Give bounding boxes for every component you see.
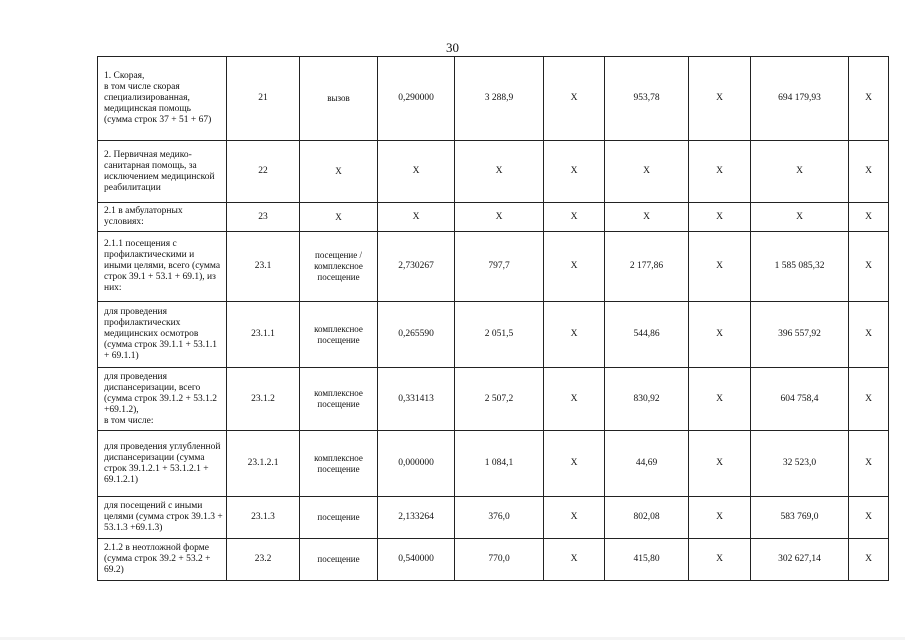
- unit-cell: вызов: [300, 57, 378, 141]
- table-row: [98, 368, 889, 431]
- cost-cell: 2 051,5: [455, 302, 544, 368]
- cost-cell: 770,0: [455, 539, 544, 581]
- value-cell: 583 769,0: [751, 497, 849, 539]
- value-cell: 830,92: [605, 368, 689, 431]
- value-cell: X: [849, 497, 889, 539]
- norm-cell: 0,331413: [378, 368, 455, 431]
- cost-cell: X: [455, 203, 544, 232]
- value-cell: 32 523,0: [751, 431, 849, 497]
- unit-cell: посещение: [300, 539, 378, 581]
- line-number-cell: 23.1: [227, 232, 300, 302]
- table-row: [98, 497, 889, 539]
- value-cell: X: [689, 232, 751, 302]
- row-name-cell: для проведения диспансеризации, всего (сумма строк 39.1.2 + 53.1.2 +69.1.2), в том числе:: [98, 368, 227, 431]
- value-cell: X: [689, 203, 751, 232]
- norm-cell: 0,000000: [378, 431, 455, 497]
- value-cell: X: [605, 141, 689, 203]
- line-number-cell: 23.1.2.1: [227, 431, 300, 497]
- value-cell: X: [849, 203, 889, 232]
- value-cell: X: [605, 203, 689, 232]
- value-cell: X: [689, 141, 751, 203]
- unit-cell: X: [300, 141, 378, 203]
- norms-table: [97, 56, 889, 581]
- value-cell: X: [544, 203, 605, 232]
- value-cell: X: [849, 57, 889, 141]
- value-cell: X: [849, 539, 889, 581]
- line-number-cell: 23.1.1: [227, 302, 300, 368]
- line-number-cell: 22: [227, 141, 300, 203]
- line-number-cell: 23.2: [227, 539, 300, 581]
- value-cell: 1 585 085,32: [751, 232, 849, 302]
- norm-cell: X: [378, 141, 455, 203]
- value-cell: X: [544, 368, 605, 431]
- cost-cell: X: [455, 141, 544, 203]
- norm-cell: 0,290000: [378, 57, 455, 141]
- value-cell: X: [751, 203, 849, 232]
- cost-cell: 1 084,1: [455, 431, 544, 497]
- value-cell: X: [544, 497, 605, 539]
- line-number-cell: 23: [227, 203, 300, 232]
- value-cell: 44,69: [605, 431, 689, 497]
- unit-cell: комплексное посещение: [300, 302, 378, 368]
- value-cell: 953,78: [605, 57, 689, 141]
- norm-cell: 0,265590: [378, 302, 455, 368]
- table-row: [98, 141, 889, 203]
- value-cell: 604 758,4: [751, 368, 849, 431]
- value-cell: X: [849, 302, 889, 368]
- unit-cell: X: [300, 203, 378, 232]
- value-cell: 415,80: [605, 539, 689, 581]
- table-row: [98, 302, 889, 368]
- value-cell: X: [544, 57, 605, 141]
- norm-cell: 2,730267: [378, 232, 455, 302]
- row-name-cell: 1. Скорая, в том числе скорая специализированная, медицинская помощь (сумма строк 37 + 51 + 67): [98, 57, 227, 141]
- unit-cell: комплексное посещение: [300, 368, 378, 431]
- cost-cell: 376,0: [455, 497, 544, 539]
- value-cell: 544,86: [605, 302, 689, 368]
- table-row: [98, 431, 889, 497]
- value-cell: X: [689, 539, 751, 581]
- unit-cell: посещение / комплексное посещение: [300, 232, 378, 302]
- cost-cell: 2 507,2: [455, 368, 544, 431]
- value-cell: X: [544, 141, 605, 203]
- cost-cell: 3 288,9: [455, 57, 544, 141]
- table-row: [98, 232, 889, 302]
- line-number-cell: 21: [227, 57, 300, 141]
- row-name-cell: для проведения профилактических медицинских осмотров (сумма строк 39.1.1 + 53.1.1 + 69.1.1): [98, 302, 227, 368]
- table-row: [98, 203, 889, 232]
- norm-cell: 2,133264: [378, 497, 455, 539]
- unit-cell: комплексное посещение: [300, 431, 378, 497]
- value-cell: 802,08: [605, 497, 689, 539]
- line-number-cell: 23.1.3: [227, 497, 300, 539]
- row-name-cell: для посещений с иными целями (сумма строк 39.1.3 + 53.1.3 +69.1.3): [98, 497, 227, 539]
- value-cell: X: [544, 302, 605, 368]
- value-cell: 396 557,92: [751, 302, 849, 368]
- value-cell: X: [849, 141, 889, 203]
- row-name-cell: 2. Первичная медико-санитарная помощь, за исключением медицинской реабилитации: [98, 141, 227, 203]
- table-row: [98, 539, 889, 581]
- norm-cell: X: [378, 203, 455, 232]
- value-cell: X: [849, 431, 889, 497]
- value-cell: 302 627,14: [751, 539, 849, 581]
- value-cell: X: [849, 368, 889, 431]
- value-cell: X: [544, 431, 605, 497]
- value-cell: 694 179,93: [751, 57, 849, 141]
- line-number-cell: 23.1.2: [227, 368, 300, 431]
- row-name-cell: 2.1.2 в неотложной форме (сумма строк 39.2 + 53.2 + 69.2): [98, 539, 227, 581]
- value-cell: X: [689, 302, 751, 368]
- table-row: [98, 57, 889, 141]
- value-cell: X: [544, 539, 605, 581]
- value-cell: X: [689, 497, 751, 539]
- value-cell: X: [849, 232, 889, 302]
- norm-cell: 0,540000: [378, 539, 455, 581]
- unit-cell: посещение: [300, 497, 378, 539]
- value-cell: X: [544, 232, 605, 302]
- value-cell: X: [689, 431, 751, 497]
- row-name-cell: для проведения углубленной диспансеризации (сумма строк 39.1.2.1 + 53.1.2.1 + 69.1.2.1): [98, 431, 227, 497]
- cost-cell: 797,7: [455, 232, 544, 302]
- page-number: 30: [446, 40, 459, 55]
- value-cell: X: [689, 368, 751, 431]
- row-name-cell: 2.1.1 посещения с профилактическими и иными целями, всего (сумма строк 39.1 + 53.1 + 69.1), из них:: [98, 232, 227, 302]
- value-cell: X: [751, 141, 849, 203]
- value-cell: 2 177,86: [605, 232, 689, 302]
- value-cell: X: [689, 57, 751, 141]
- row-name-cell: 2.1 в амбулаторных условиях:: [98, 203, 227, 232]
